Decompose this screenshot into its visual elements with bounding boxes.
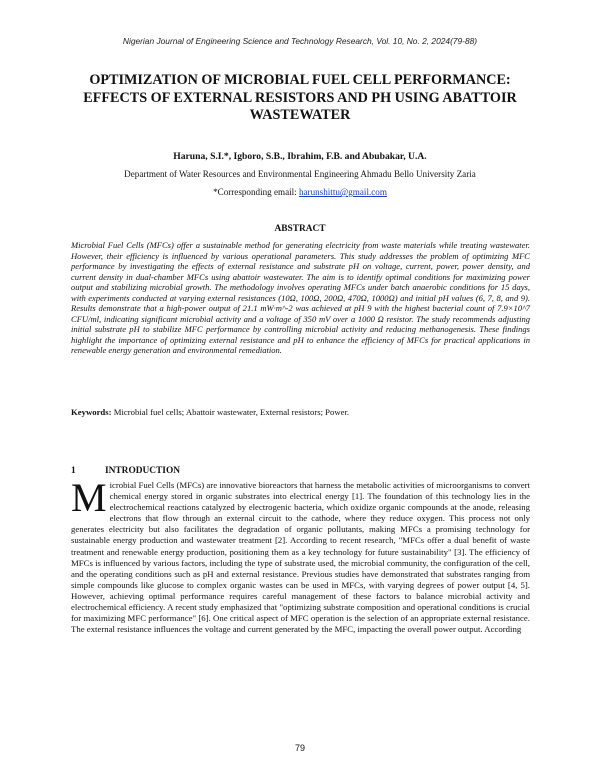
paper-title: OPTIMIZATION OF MICROBIAL FUEL CELL PERFORMANCE: EFFECTS OF EXTERNAL RESISTORS AND PH USING ABATTOIR WASTEWATER <box>83 72 517 123</box>
keywords-line <box>71 407 530 417</box>
abstract-text: Microbial Fuel Cells (MFCs) offer a sustainable method for generating electricity from waste materials while treating wastewater. However, their efficiency is influenced by various operational parameters. This study addresses the problem of optimizing MFC performance by investigating the effects of external resistance and substrate pH on voltage, current, power, power density, and current density in dual-chamber MFCs using abattoir wastewater. The aim is to identify optimal conditions for maximizing power output and stabilizing microbial growth. The methodology involves operating MFCs under batch anaerobic conditions for 15 days, with experiments conducted at varying external resistances (10Ω, 100Ω, 200Ω, 470Ω, 1000Ω) and initial pH values (6, 7, 8, and 9). Results demonstrate that a high-power output of 21.1 mW·m^-2 was achieved at pH 9 with the highest bacterial count of 7.9×10^7 CFU/ml, indicating significant microbial activity and a voltage of 350 mV over a 1000 Ω resistor. The study recommends adjusting initial substrate pH to stabilize MFC performance by controlling microbial activity and reducing methanogenesis. These findings highlight the importance of optimizing external resistance and pH to enhance the efficiency of MFCs for practical applications in renewable energy generation and environmental remediation. <box>71 240 530 356</box>
email-link[interactable]: harunshittu@gmail.com <box>298 187 387 197</box>
introduction-text: icrobial Fuel Cells (MFCs) are innovative bioreactors that harness the metabolic activities of microorganisms to convert chemical energy stored in organic substrates into electrical energy [1]. The foundation of this technology lies in the electrochemical reactions catalyzed by electrogenic bacteria, which oxidize organic compounds at the anode, releasing electrons that flow through an external circuit to the cathode, where they reduce oxygen. This process not only generates electricity but also facilitates the degradation of organic pollutants, making MFCs a promising technology for sustainable energy production and wastewater treatment [2]. According to recent research, "MFCs offer a dual benefit of waste treatment and renewable energy production, positioning them as a key technology for future sustainability" [3]. The efficiency of MFCs is influenced by various factors, including the type of substrate used, the microbial community, the configuration of the cell, and the operating conditions such as pH and external resistance. Previous studies have demonstrated that substrates ranging from simple compounds like glucose to complex organic wastes can be used in MFCs, with varying degrees of power output [4, 5]. However, achieving optimal performance requires careful management of these factors to balance microbial activity and electrochemical efficiency. A recent study emphasized that "optimizing substrate composition and operational conditions is crucial for maximizing MFC performance" [6]. One critical aspect of MFC operation is the selection of an appropriate external resistance. The external resistance influences the voltage and current generated by the MFC, impacting the overall power output. According <box>71 480 530 635</box>
drop-cap: M <box>71 475 107 520</box>
section-title: INTRODUCTION <box>105 466 181 476</box>
introduction-body <box>71 475 530 635</box>
section-number: 1 <box>71 466 76 476</box>
email-label: *Corresponding email: <box>213 187 299 197</box>
keywords-label: Keywords: <box>71 407 112 417</box>
affiliation: Department of Water Resources and Environmental Engineering Ahmadu Bello University Zaria <box>124 169 476 179</box>
page-number: 79 <box>294 743 305 753</box>
author-list: Haruna, S.I.*, Igboro, S.B., Ibrahim, F.B. and Abubakar, U.A. <box>173 151 427 162</box>
journal-header: Nigerian Journal of Engineering Science and Technology Research, Vol. 10, No. 2, 2024(79-88) <box>122 36 478 46</box>
abstract-heading: ABSTRACT <box>274 224 326 234</box>
keywords-text: Microbial fuel cells; Abattoir wastewater, External resistors; Power. <box>111 407 350 417</box>
corresponding-email-line <box>0 187 600 197</box>
